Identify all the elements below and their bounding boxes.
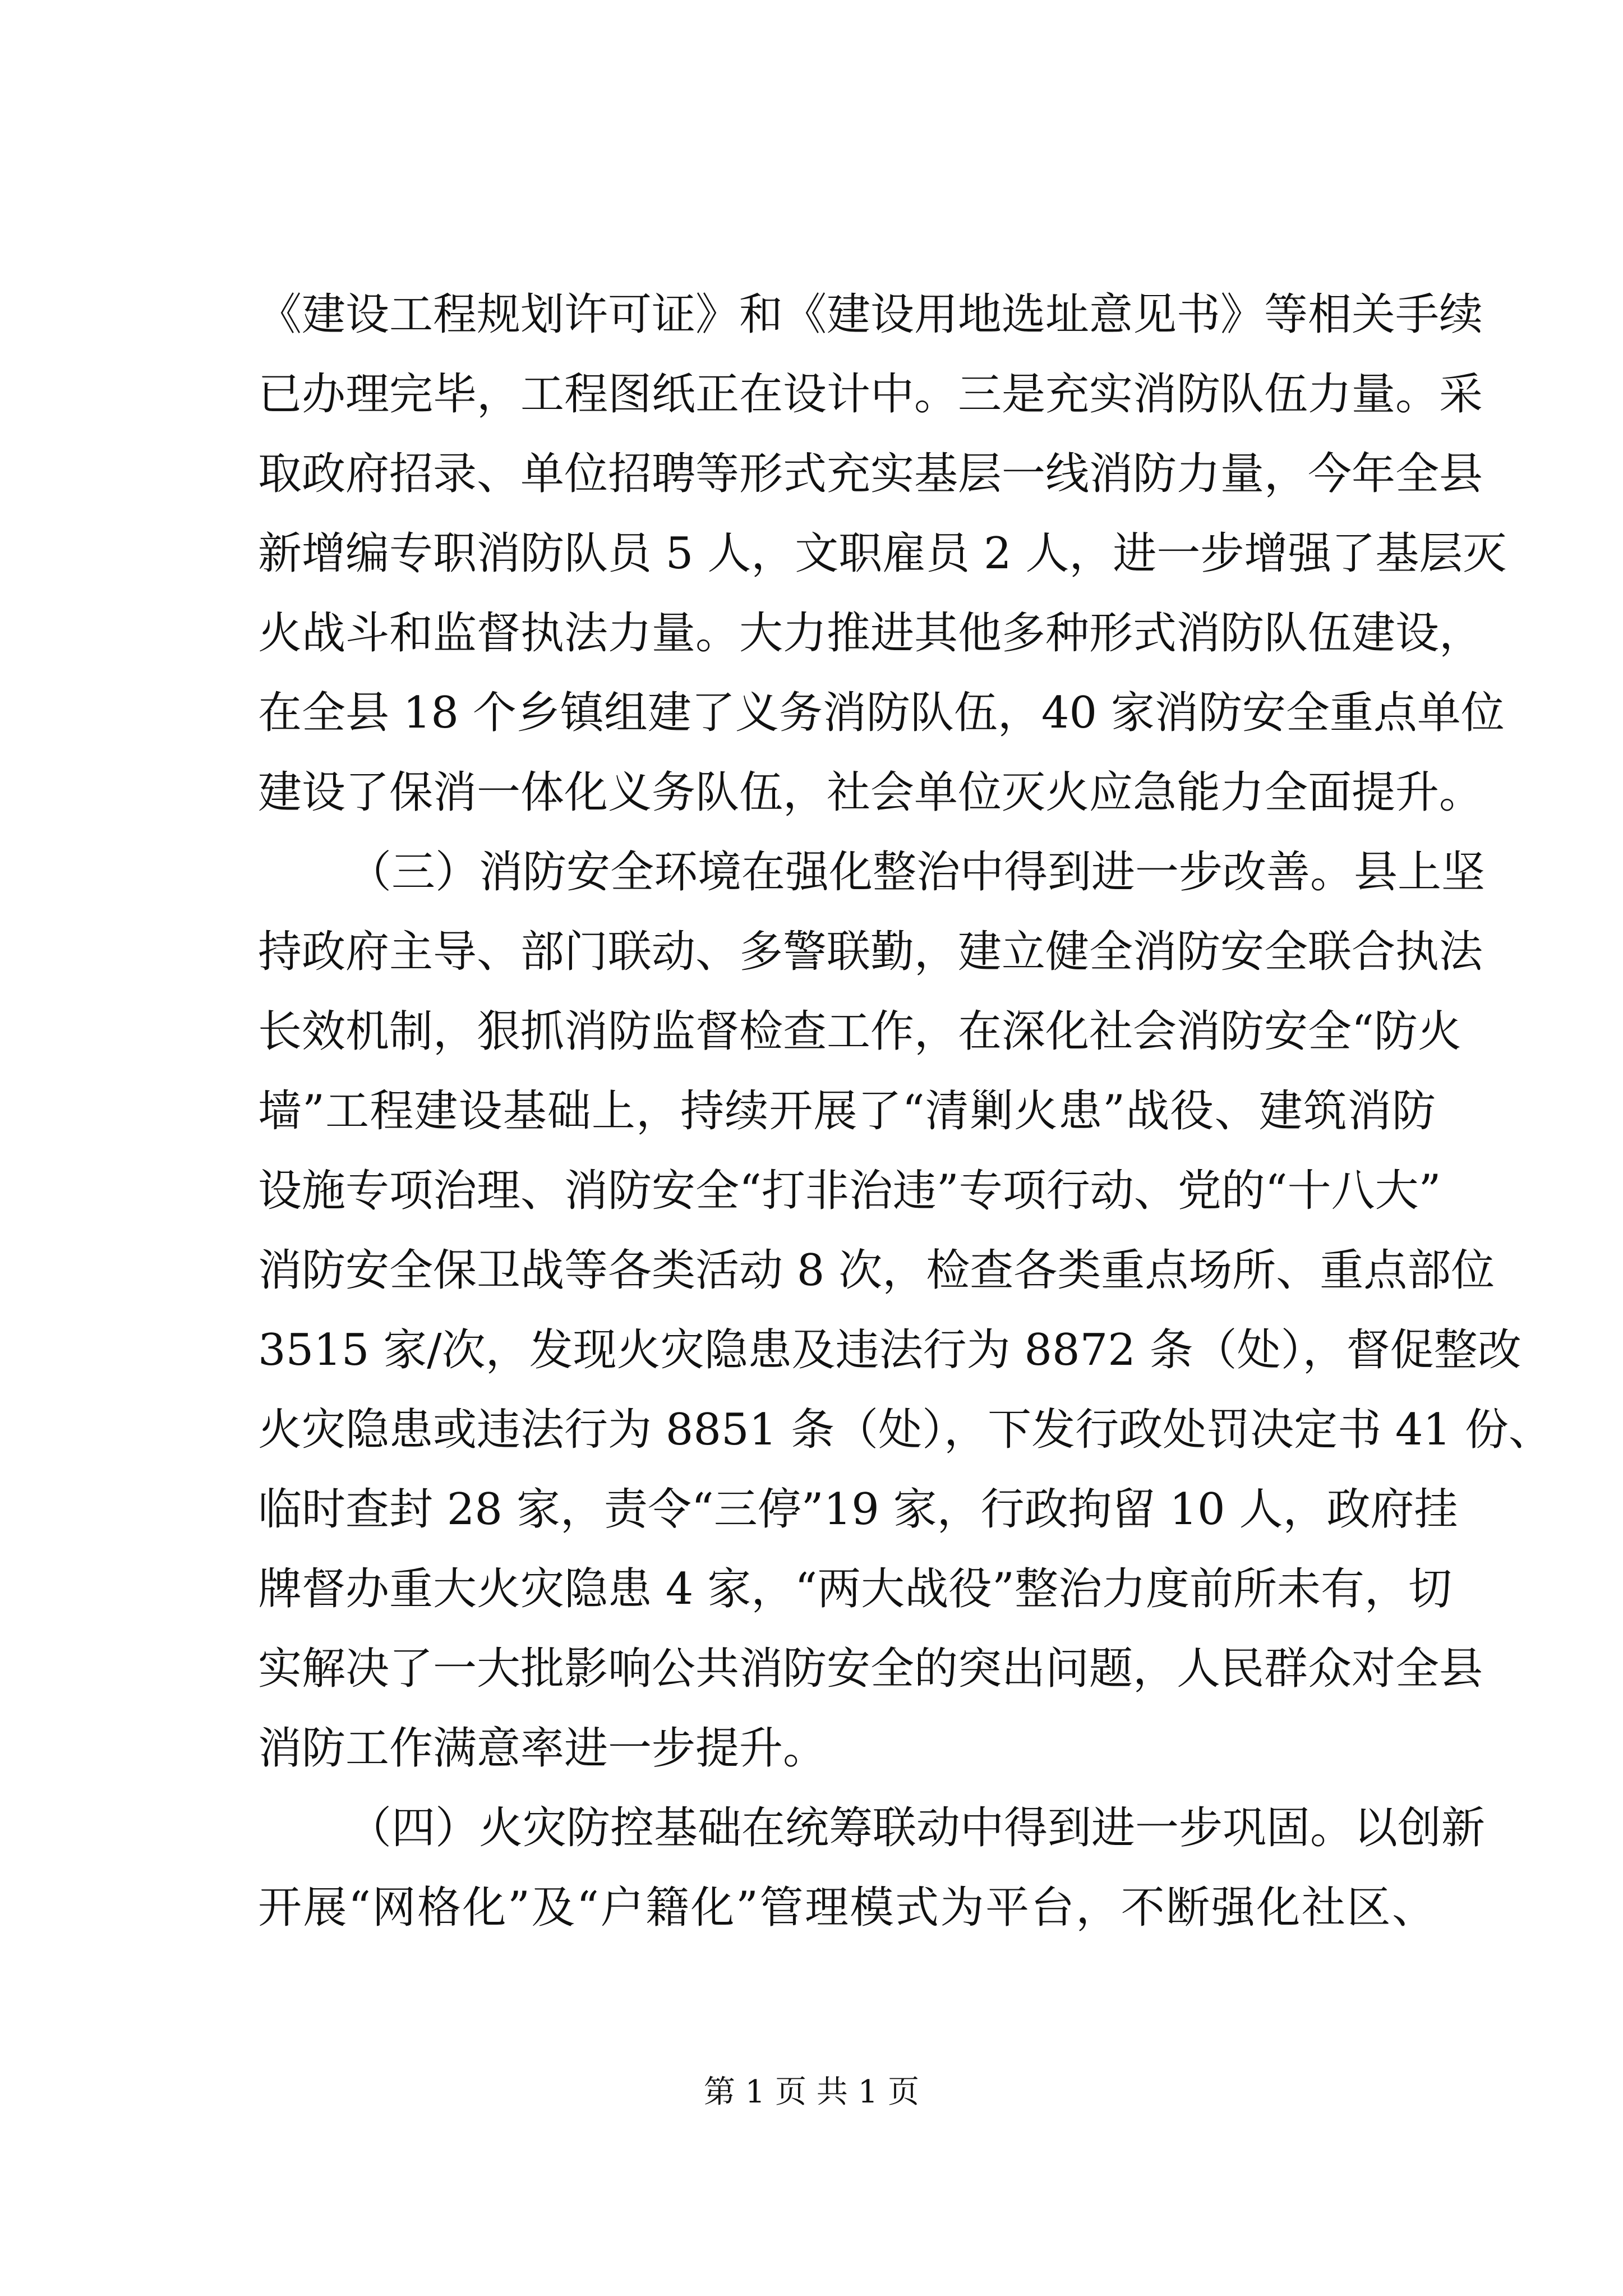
text-line: 已办理完毕，工程图纸正在设计中。三是充实消防队伍力量。采 [258, 369, 1483, 420]
text-line: 长效机制，狠抓消防监督检查工作，在深化社会消防安全“防火 [258, 1006, 1461, 1057]
text-line: 牌督办重大火灾隐患 4 家，“两大战役”整治力度前所未有，切 [258, 1564, 1452, 1614]
text-line: 临时查封 28 家，责令“三停”19 家，行政拘留 10 人，政府挂 [258, 1484, 1458, 1535]
page-number: 第 1 页 共 1 页 [703, 2074, 920, 2110]
text-line: 新增编专职消防队员 5 人，文职雇员 2 人，进一步增强了基层灭 [258, 528, 1507, 579]
text-line: 火战斗和监督执法力量。大力推进其他多种形式消防队伍建设， [258, 608, 1483, 659]
text-line: 消防安全保卫战等各类活动 8 次，检查各类重点场所、重点部位 [258, 1245, 1495, 1296]
document-body [258, 275, 1552, 1948]
text-line: 开展“网格化”及“户籍化”管理模式为平台，不断强化社区、 [258, 1883, 1436, 1933]
paragraph-heading-line: （三）消防安全环境在强化整治中得到进一步改善。县上坚 [348, 847, 1486, 898]
text-line: 建设了保消一体化义务队伍，社会单位灭火应急能力全面提升。 [258, 767, 1483, 818]
page-footer [0, 2070, 1623, 2115]
text-line: 3515 家/次，发现火灾隐患及违法行为 8872 条（处），督促整改 [258, 1325, 1521, 1375]
text-line: 设施专项治理、消防安全“打非治违”专项行动、党的“十八大” [258, 1166, 1441, 1216]
text-line: 《建设工程规划许可证》和《建设用地选址意见书》等相关手续 [258, 289, 1483, 340]
text-line: 在全县 18 个乡镇组建了义务消防队伍，40 家消防安全重点单位 [258, 688, 1505, 738]
text-line: 火灾隐患或违法行为 8851 条（处），下发行政处罚决定书 41 份、 [258, 1405, 1552, 1455]
text-line: 持政府主导、部门联动、多警联勤，建立健全消防安全联合执法 [258, 927, 1483, 977]
text-line: 取政府招录、单位招聘等形式充实基层一线消防力量，今年全县 [258, 449, 1483, 499]
paragraph-heading-line: （四）火灾防控基础在统筹联动中得到进一步巩固。以创新 [348, 1803, 1486, 1853]
text-line: 实解决了一大批影响公共消防安全的突出问题，人民群众对全县 [258, 1644, 1483, 1694]
text-line: 墙”工程建设基础上，持续开展了“清剿火患”战役、建筑消防 [258, 1086, 1436, 1137]
text-line: 消防工作满意率进一步提升。 [258, 1723, 827, 1774]
